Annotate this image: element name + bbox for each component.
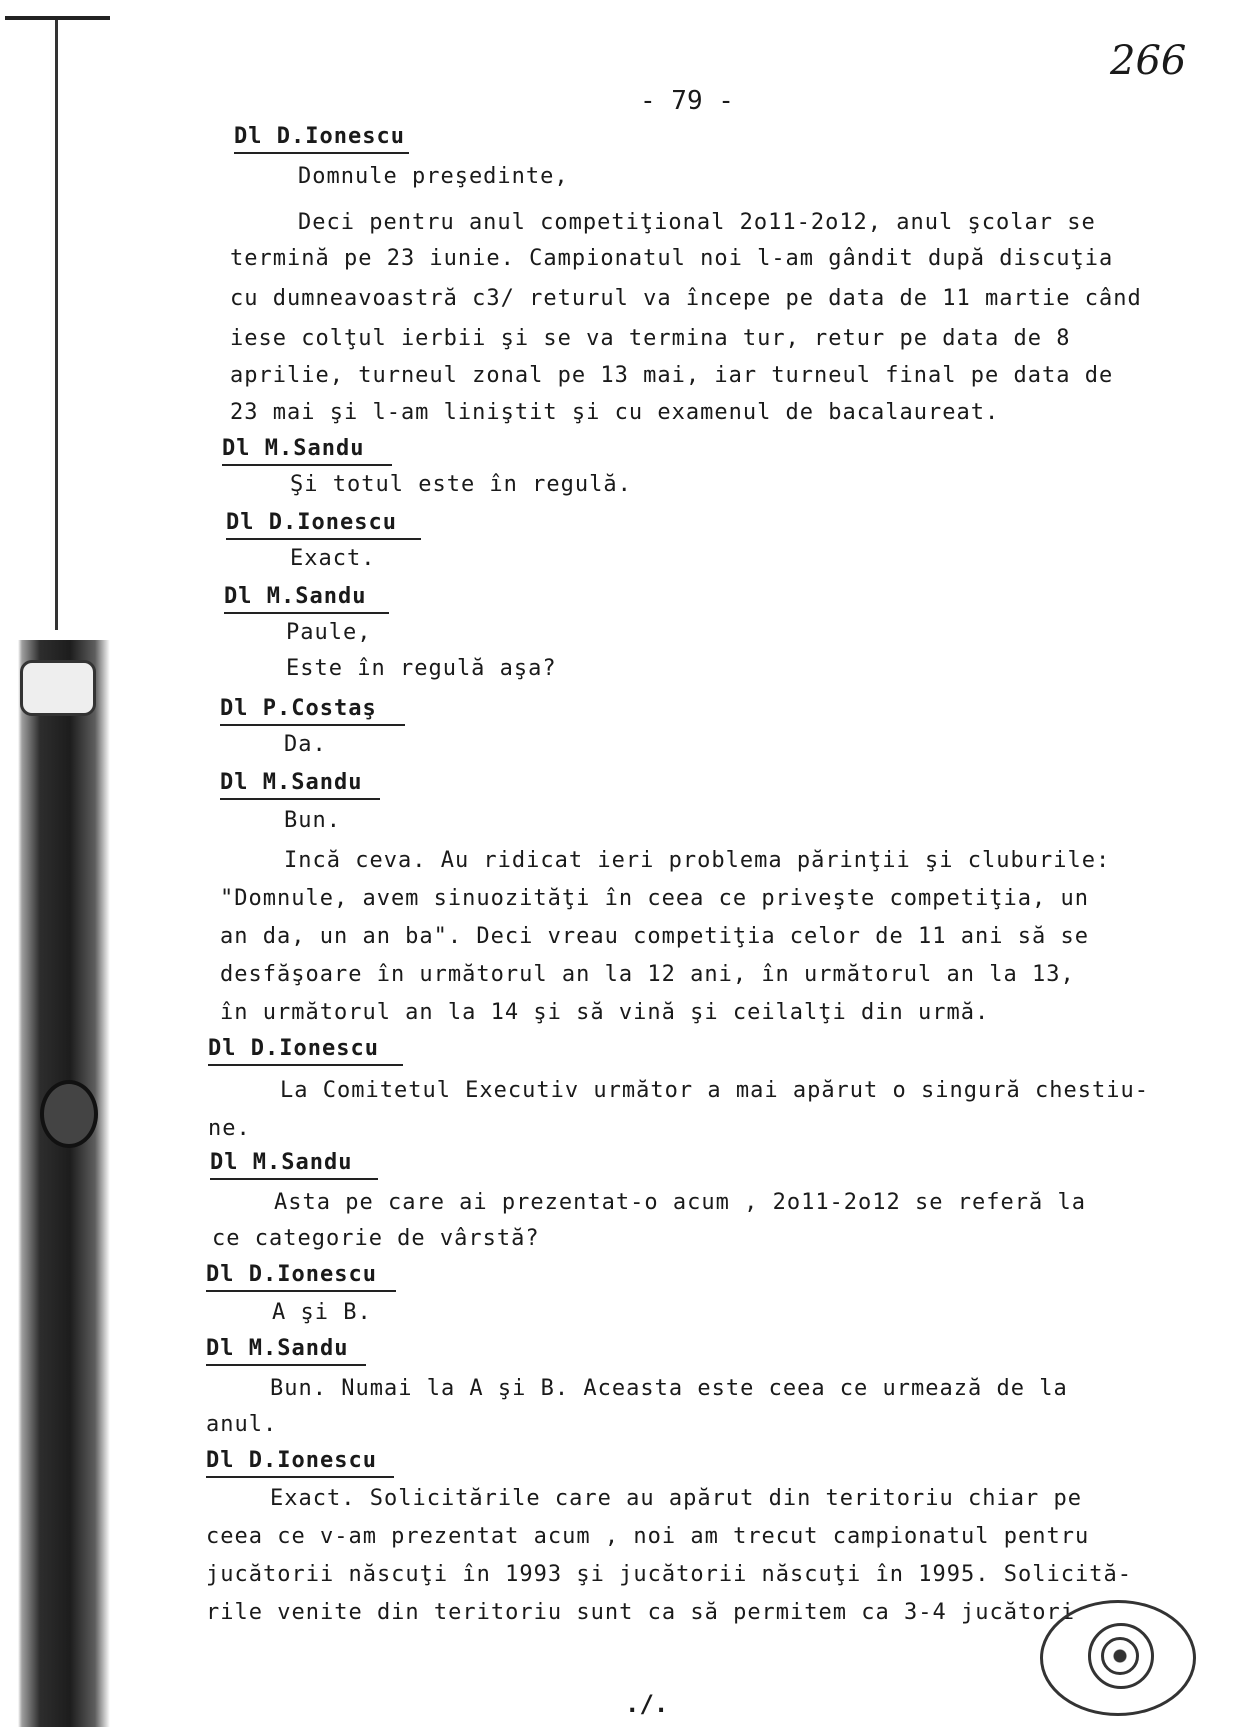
transcript-line: Bun. Numai la A şi B. Aceasta este ceea ce urmează de la [270,1376,1068,1401]
transcript-line: Exact. Solicitările care au apărut din teritoriu chiar pe [270,1486,1082,1511]
transcript-line: ne. [208,1116,251,1141]
transcript-line: aprilie, turneul zonal pe 13 mai, iar turneul final pe data de [230,363,1114,388]
transcript-line: 23 mai şi l-am liniştit şi cu examenul de bacalaureat. [230,400,1000,425]
transcript-line: an da, un an ba". Deci vreau competiţia celor de 11 ani să se [220,924,1089,949]
transcript-line: rile venite din teritoriu sunt ca să permitem ca 3-4 jucători [206,1600,1075,1625]
transcript-line: în următorul an la 14 şi să vină şi ceilalţi din urmă. [220,1000,990,1025]
page-number: - 79 - [640,86,734,116]
transcript-line: Asta pe care ai prezentat-o acum , 2o11-2o12 se referă la [274,1190,1086,1215]
binder-ring [40,1080,98,1148]
federation-stamp [1040,1600,1196,1716]
handwritten-number: 266 [1110,38,1187,84]
transcript-line: Da. [284,732,327,757]
speaker-name: Dl D.Ionescu [206,1448,394,1478]
transcript-line: termină pe 23 iunie. Campionatul noi l-am gândit după discuţia [230,246,1114,271]
speaker-name: Dl D.Ionescu [206,1262,396,1292]
speaker-name: Dl D.Ionescu [208,1036,403,1066]
transcript-line: cu dumneavoastră c3/ returul va începe pe data de 11 martie când [230,286,1142,311]
speaker-name: Dl P.Costaş [220,696,405,726]
transcript-line: ceea ce v-am prezentat acum , noi am trecut campionatul pentru [206,1524,1090,1549]
transcript-line: Este în regulă aşa? [286,656,557,681]
transcript-line: Bun. [284,808,341,833]
transcript-line: Incă ceva. Au ridicat ieri problema părinţii şi cluburile: [284,848,1111,873]
speaker-name: Dl M.Sandu [224,584,389,614]
transcript-line: anul. [206,1412,278,1437]
continuation-mark: ./. [625,1690,669,1718]
transcript-line: A şi B. [272,1300,372,1325]
transcript-line: Şi totul este în regulă. [290,472,632,497]
transcript-line: Domnule preşedinte, [298,164,569,189]
binding-rod [0,0,110,640]
transcript-line: Exact. [290,546,376,571]
transcript-line: La Comitetul Executiv următor a mai apărut o singură chestiu- [280,1078,1149,1103]
transcript-line: desfăşoare în următorul an la 12 ani, în următorul an la 13, [220,962,1075,987]
binder-clip [20,660,96,716]
speaker-name: Dl M.Sandu [210,1150,378,1180]
transcript-line: ce categorie de vârstă? [212,1226,540,1251]
transcript-line: Paule, [286,620,372,645]
transcript-line: "Domnule, avem sinuozităţi în ceea ce priveşte competiţia, un [220,886,1089,911]
transcript-line: jucătorii născuţi în 1993 şi jucătorii născuţi în 1995. Solicită- [206,1562,1132,1587]
speaker-name: Dl M.Sandu [220,770,380,800]
speaker-name: Dl M.Sandu [222,436,392,466]
speaker-name: Dl D.Ionescu [234,124,409,154]
speaker-name: Dl M.Sandu [206,1336,366,1366]
transcript-line: Deci pentru anul competiţional 2o11-2o12, anul şcolar se [298,210,1096,235]
speaker-name: Dl D.Ionescu [226,510,421,540]
transcript-line: iese colţul ierbii şi se va termina tur, retur pe data de 8 [230,326,1071,351]
